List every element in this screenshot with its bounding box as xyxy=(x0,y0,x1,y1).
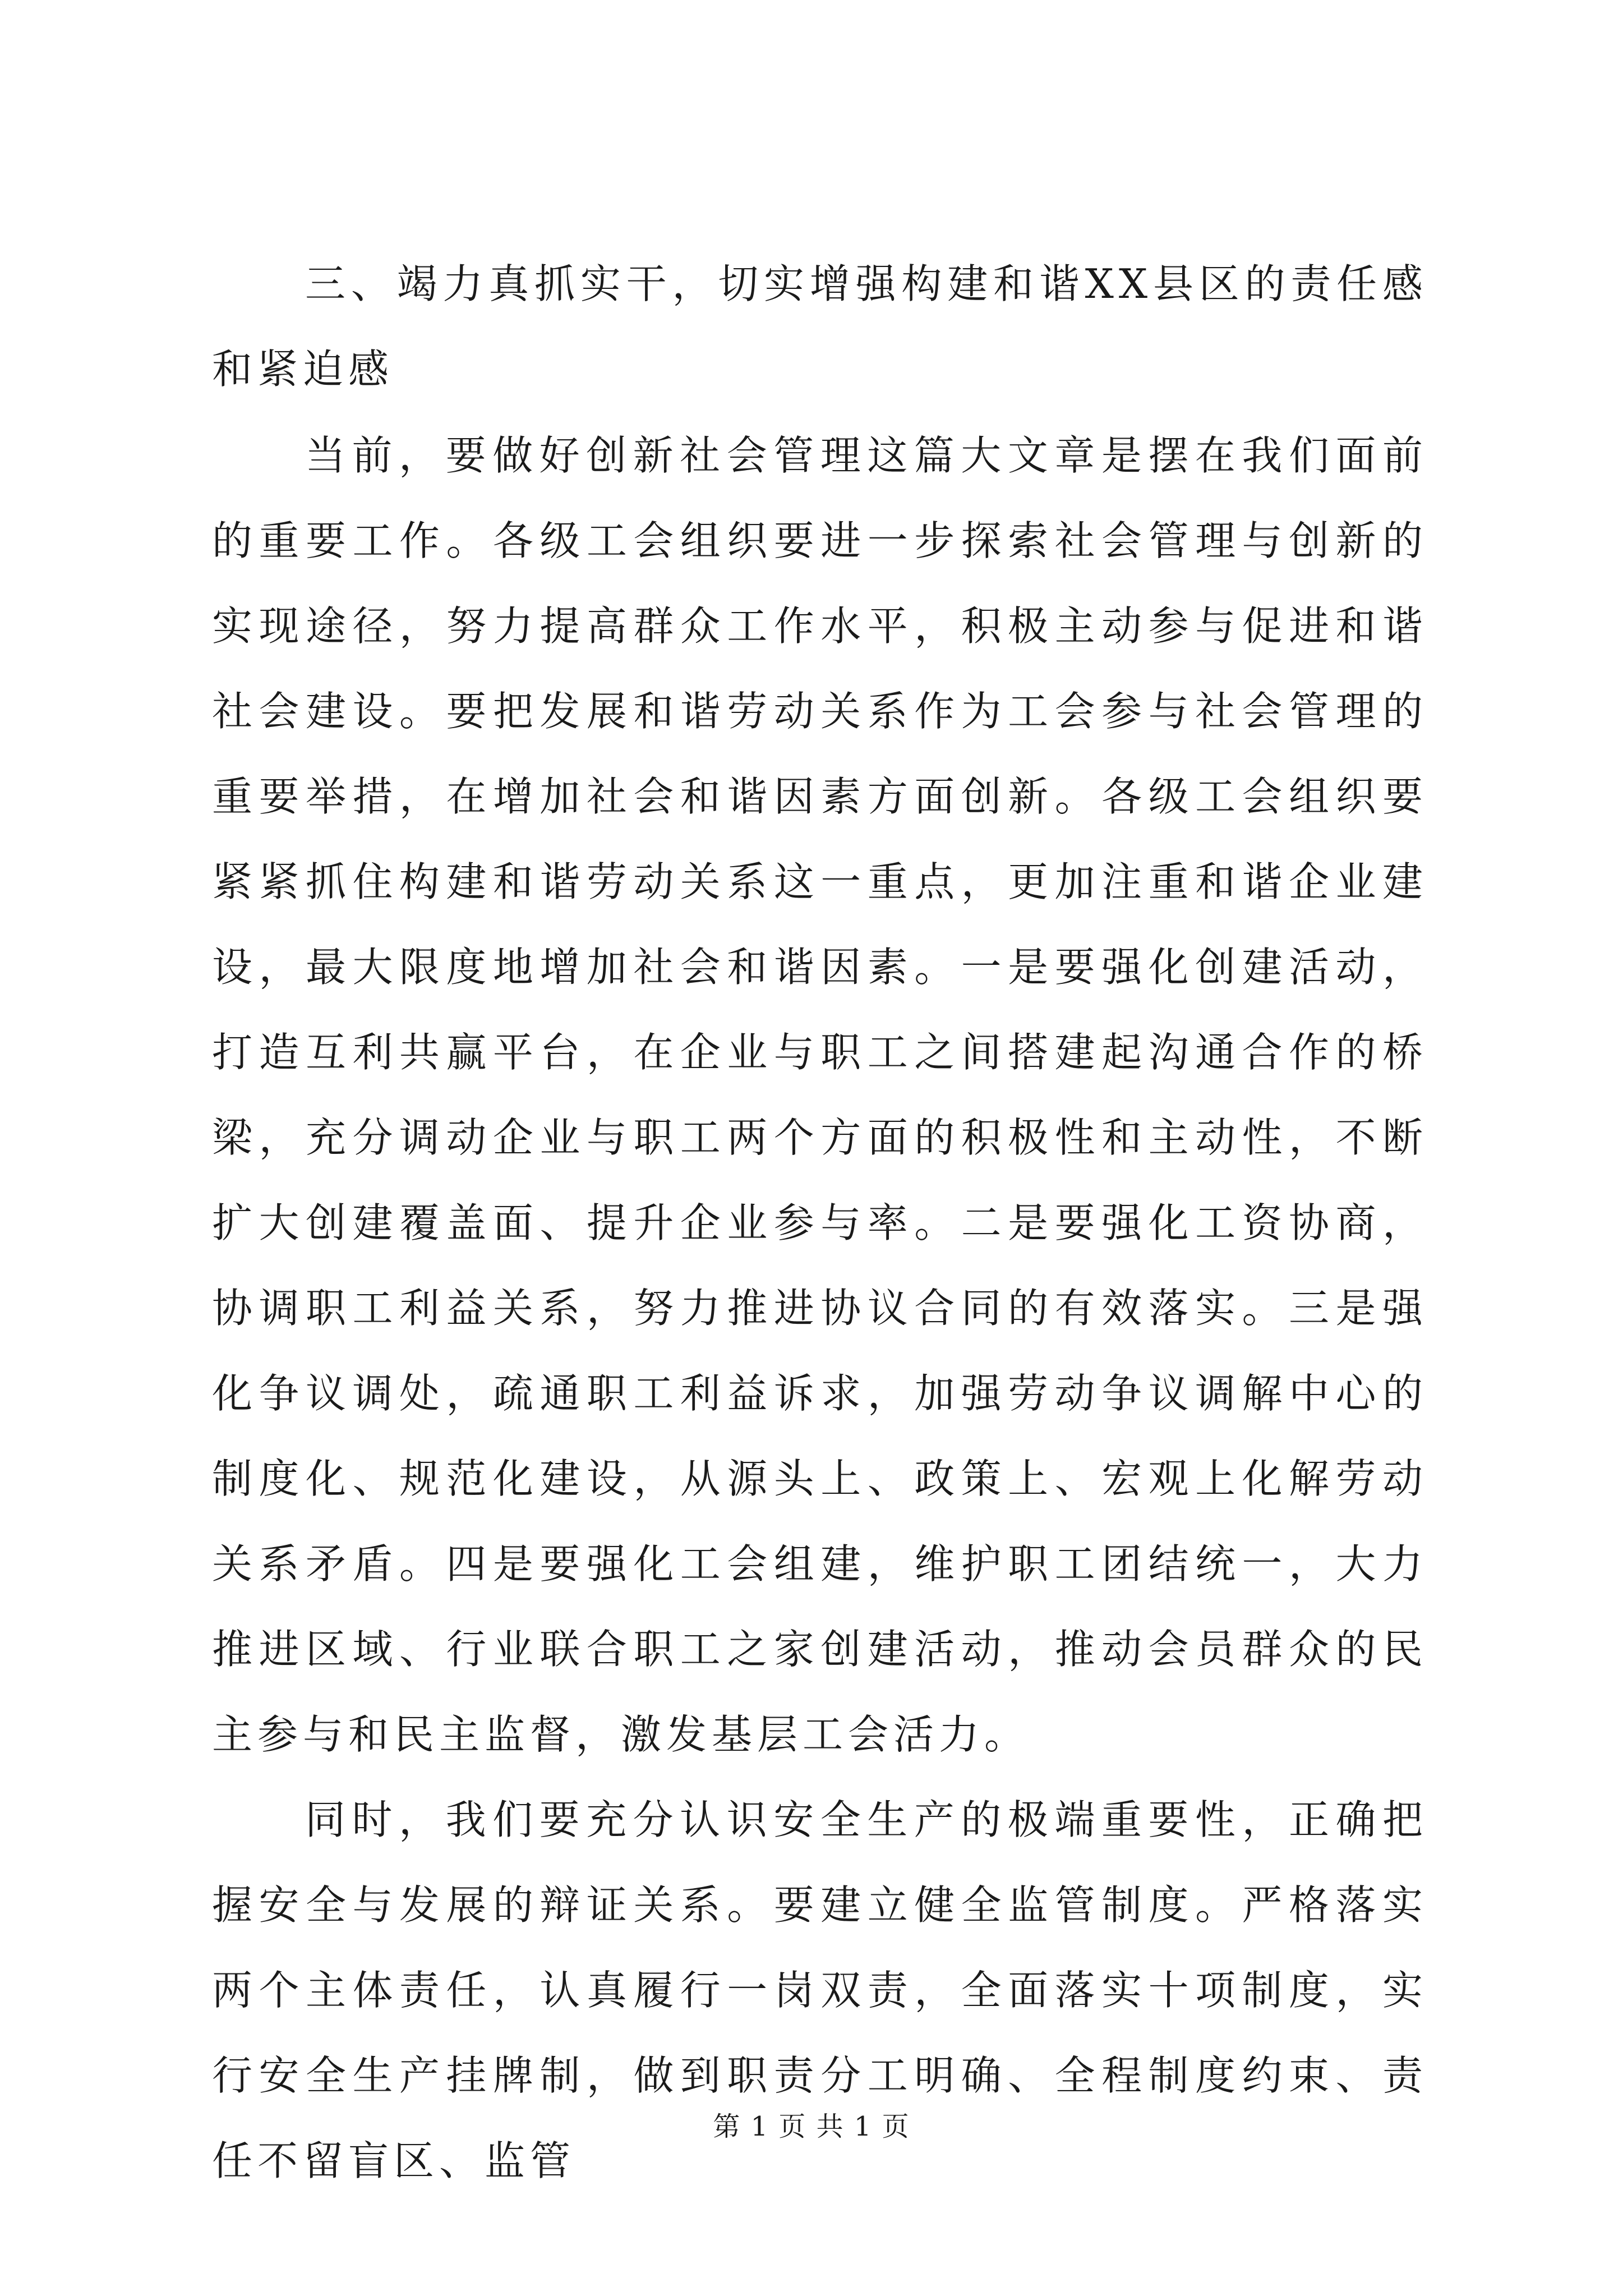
document-body xyxy=(212,241,1428,2203)
page-footer: 第 1 页 共 1 页 xyxy=(713,2111,910,2142)
section-heading: 三、竭力真抓实干，切实增强构建和谐XX县区的责任感和紧迫感 xyxy=(212,260,1428,393)
paragraph-safety-production: 同时，我们要充分认识安全生产的极端重要性，正确把握安全与发展的辩证关系。要建立健全监管制度。严格落实两个主体责任，认真履行一岗双责，全面落实十项制度，实行安全生产挂牌制，做到职责分工明确、全程制度约束、责任不留盲区、监管 xyxy=(212,1796,1428,2184)
paragraph-social-management: 当前，要做好创新社会管理这篇大文章是摆在我们面前的重要工作。各级工会组织要进一步探索社会管理与创新的实现途径，努力提高群众工作水平，积极主动参与促进和谐社会建设。要把发展和谐劳动关系作为工会参与社会管理的重要举措，在增加社会和谐因素方面创新。各级工会组织要紧紧抓住构建和谐劳动关系这一重点，更加注重和谐企业建设，最大限度地增加社会和谐因素。一是要强化创建活动，打造互利共赢平台，在企业与职工之间搭建起沟通合作的桥梁，充分调动企业与职工两个方面的积极性和主动性，不断扩大创建覆盖面、提升企业参与率。二是要强化工资协商，协调职工利益关系，努力推进协议合同的有效落实。三是强化争议调处，疏通职工利益诉求，加强劳动争议调解中心的制度化、规范化建设，从源头上、政策上、宏观上化解劳动关系矛盾。四是要强化工会组建，维护职工团结统一，大力推进区域、行业联合职工之家创建活动，推动会员群众的民主参与和民主监督，激发基层工会活力。 xyxy=(212,432,1428,1758)
